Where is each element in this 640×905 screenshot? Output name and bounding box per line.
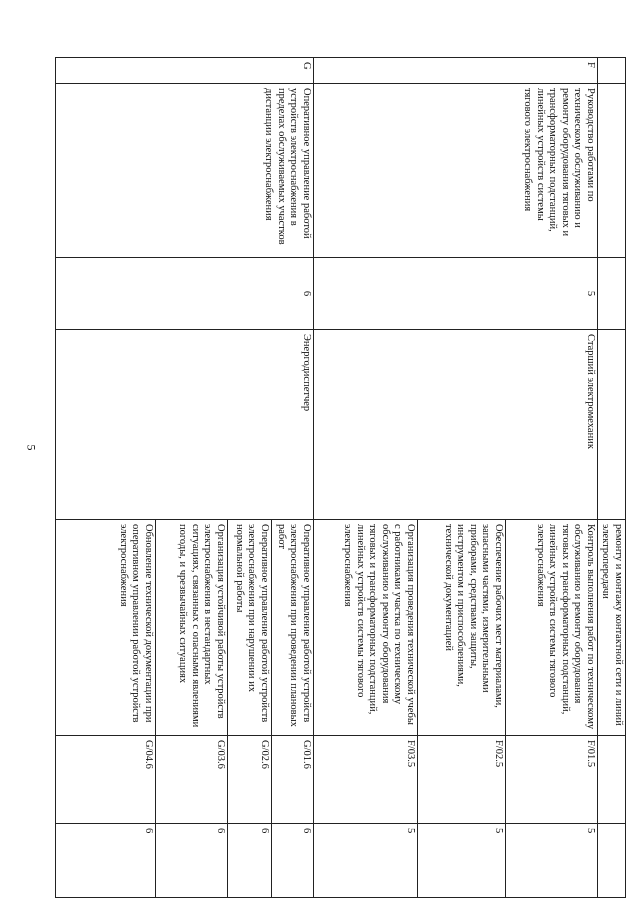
- labor-function-code: G/03.6: [156, 736, 228, 824]
- carry-over-text: ремонту и монтажу контактной сети и линий электропередачи: [598, 520, 626, 736]
- table-cell: [598, 736, 626, 824]
- table-cell: [598, 258, 626, 330]
- labor-function-text: Обновление технической документации при оперативном управлении работой устройств электроснабжения: [56, 520, 156, 736]
- position-name: Старший электромеханик: [314, 330, 598, 520]
- labor-function-text: Организация устойчивой работы устройств электроснабжения в нестандартных ситуациях, связанных с опасными явлениями погоды, и чрезвычайных ситуациях: [156, 520, 228, 736]
- position-name: Энергодиспетчер: [56, 330, 314, 520]
- labor-function-code: F/03.5: [314, 736, 418, 824]
- function-code: F: [314, 58, 598, 84]
- labor-function-text: Организация проведения технической учебы с работниками участка по техническому обслуживанию и ремонту оборудования тяговых и трансформаторных подстанций, линейных устройств системы тягового электроснабжения: [314, 520, 418, 736]
- labor-function-code: G/02.6: [228, 736, 272, 824]
- labor-function-level: 6: [228, 824, 272, 898]
- table-cell: [598, 330, 626, 520]
- labor-function-text: Оперативное управление работой устройств электроснабжения при нарушении их нормальной работы: [228, 520, 272, 736]
- page-number: 5: [24, 444, 39, 451]
- labor-function-level: 6: [156, 824, 228, 898]
- table-row: [506, 58, 598, 898]
- table-cell: [598, 84, 626, 258]
- table-cell: [598, 58, 626, 84]
- labor-function-level: 6: [56, 824, 156, 898]
- labor-function-text: Контроль выполнения работ по техническому обслуживанию и ремонту оборудования тяговых и трансформаторных подстанций, линейных устройств системы тягового электроснабжения: [506, 520, 598, 736]
- qualification-level: 5: [314, 258, 598, 330]
- labor-function-code: G/04.6: [56, 736, 156, 824]
- labor-function-level: 5: [314, 824, 418, 898]
- labor-function-text: Обеспечение рабочих мест материалами, запасными частями, измерительными приборами, средствами защиты, инструментом и приспособлениями, технической документацией: [418, 520, 506, 736]
- table-cell: [598, 824, 626, 898]
- rotated-table-container: [60, 57, 626, 897]
- labor-function-code: G/01.6: [272, 736, 314, 824]
- functions-table: [55, 57, 626, 898]
- labor-function-text: Оперативное управление работой устройств электроснабжения при проведении плановых работ: [272, 520, 314, 736]
- labor-function-code: F/02.5: [418, 736, 506, 824]
- generalized-function-name: Оперативное управление работой устройств электроснабжения в пределах обслуживаемых участков дистанции электроснабжения: [56, 84, 314, 258]
- labor-function-code: F/01.5: [506, 736, 598, 824]
- labor-function-level: 6: [272, 824, 314, 898]
- table-row: [598, 58, 626, 898]
- qualification-level: 6: [56, 258, 314, 330]
- table-row: [272, 58, 314, 898]
- function-code: G: [56, 58, 314, 84]
- generalized-function-name: Руководство работами по техническому обслуживанию и ремонту оборудования тяговых и трансформаторных подстанций, линейных устройств системы тягового электроснабжения: [314, 84, 598, 258]
- labor-function-level: 5: [418, 824, 506, 898]
- labor-function-level: 5: [506, 824, 598, 898]
